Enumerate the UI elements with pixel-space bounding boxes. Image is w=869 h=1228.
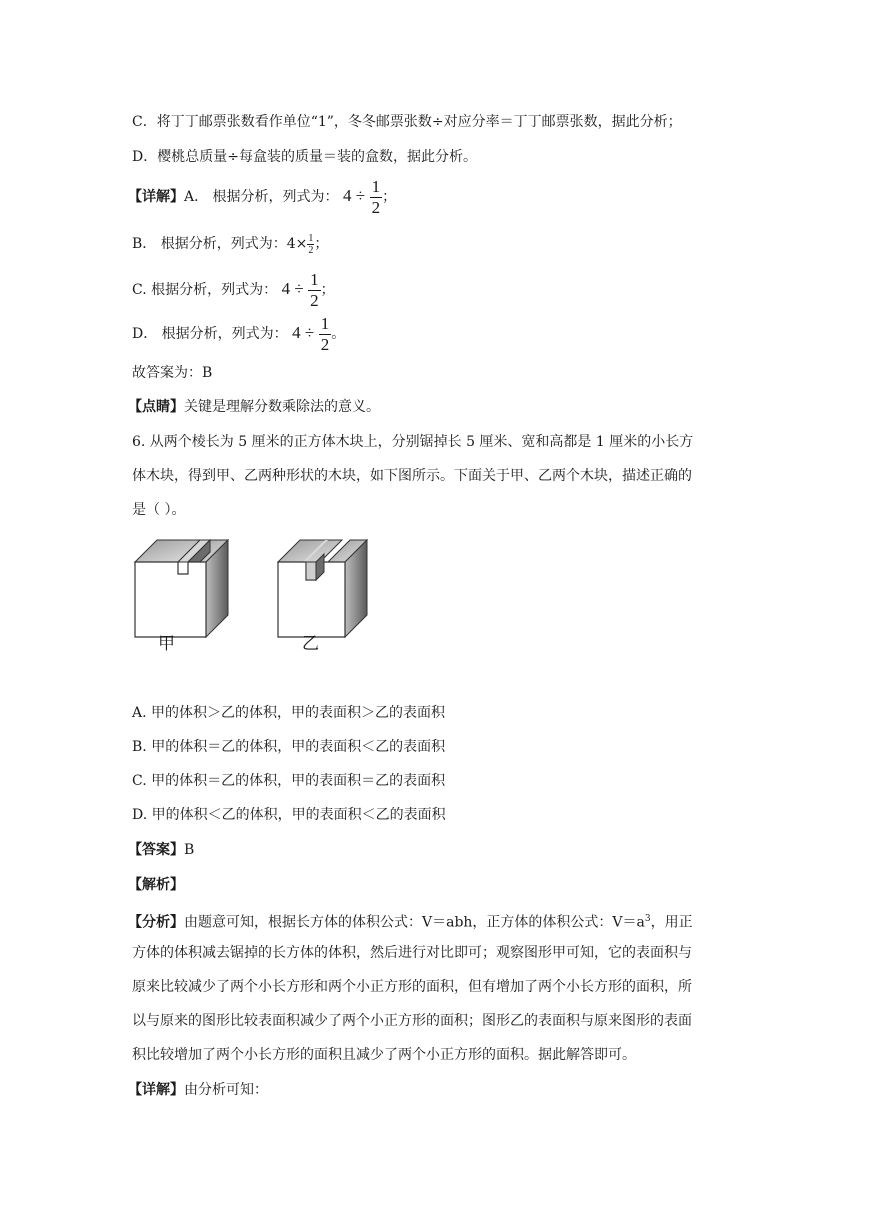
fenxi-line-1 [128,909,693,933]
fraction-d-num: 1 [320,313,330,333]
expr-b-end: ； [314,236,329,252]
fenxi-text-1b: ，用正 [650,914,693,931]
expr-a-left: 4 ÷ [343,186,366,205]
option-d: D. 甲的体积＜乙的体积，甲的表面积＜乙的表面积 [132,807,446,823]
c-analysis-line: C．将丁丁邮票张数看作单位“1”，冬冬邮票张数÷对应分率＝丁丁邮票张数，据此分析； [132,114,682,130]
fenxi-sup: 3 [644,914,651,924]
fenxi-line-5: 积比较增加了两个小长方形的面积且减少了两个小正方形的面积。据此解答即可。 [132,1047,636,1063]
fraction-a-den: 2 [371,197,381,217]
fraction-d [319,314,332,355]
fraction-b-num: 1 [308,232,314,244]
q6-line-3: 是（ ）。 [132,502,186,518]
expr-c-left: 4 ÷ [281,279,304,298]
detail-tag: 【详解】 [128,189,184,205]
answer-line: 故答案为：B [132,365,213,381]
fenxi-line-3: 原来比较减少了两个小长方形和两个小正方形的面积，但有增加了两个小长方形的面积，所 [132,979,692,995]
detail2-line [128,1080,268,1100]
detail-b-line [132,230,328,258]
fraction-b-den: 2 [308,244,314,256]
fenxi-tag: 【分析】 [128,914,184,931]
cube-jia-shape [135,540,228,637]
option-b: B. 甲的体积＝乙的体积，甲的表面积＜乙的表面积 [132,739,446,755]
fraction-c [308,270,321,311]
detail2-text: 由分析可知： [184,1082,268,1098]
fraction-c-den: 2 [310,290,319,310]
detail-c-prefix: C. 根据分析，列式为： [132,282,278,298]
q6-line-1: 6. 从两个棱长为 5 厘米的正方体木块上，分别锯掉长 5 厘米、宽和高都是 1 厘米的小长方 [132,434,694,450]
expr-a-end: ； [382,189,397,205]
cube-jia-label: 甲 [158,634,175,654]
fraction-a-num: 1 [371,176,381,196]
fenxi-text-1a: 由题意可知，根据长方体的体积公式：V＝abh，正方体的体积公式：V＝a [184,914,645,931]
fraction-a [370,177,383,218]
detail-a-line [128,176,396,218]
answer-value: B [184,842,195,858]
d-analysis-line: D．樱桃总质量÷每盒装的质量＝装的盒数，据此分析。 [132,149,477,165]
cube-yi-shape [278,540,367,637]
detail-b-prefix: B． 根据分析，列式为： [132,236,287,252]
answer-tag: 【答案】 [128,842,184,858]
expr-b-left: 4× [286,236,308,252]
fraction-c-num: 1 [310,269,319,289]
expr-d-left: 4 ÷ [292,323,315,342]
detail-a-prefix: A． 根据分析，列式为： [184,189,339,205]
q6-line-2: 体木块，得到甲、乙两种形状的木块，如下图所示。下面关于甲、乙两个木块，描述正确的 [132,468,692,484]
detail-d-prefix: D． 根据分析，列式为： [132,326,288,342]
cube-figure [120,530,390,660]
option-c: C. 甲的体积＝乙的体积，甲的表面积＝乙的表面积 [132,773,446,789]
fenxi-line-2: 方体的体积减去锯掉的长方体的体积，然后进行对比即可；观察图形甲可知，它的表面积与 [132,945,692,961]
option-a: A. 甲的体积＞乙的体积，甲的表面积＞乙的表面积 [132,705,446,721]
key-tag: 【点睛】 [128,399,184,415]
cube-yi-label: 乙 [302,634,319,654]
answer-tag-line [128,840,194,860]
detail2-tag: 【详解】 [128,1082,184,1098]
fraction-d-den: 2 [320,334,330,354]
expr-c-end: ； [320,282,335,298]
expr-d-end: 。 [331,326,346,342]
key-text: 关键是理解分数乘除法的意义。 [184,399,380,415]
detail-c-line [132,269,335,311]
detail-d-line [132,313,345,355]
fenxi-line-4: 以与原来的图形比较表面积减少了两个小正方形的面积；图形乙的表面积与原来图形的表面 [132,1013,692,1029]
key-point-line [128,397,380,417]
jiexi-line: 【解析】 [128,877,184,893]
